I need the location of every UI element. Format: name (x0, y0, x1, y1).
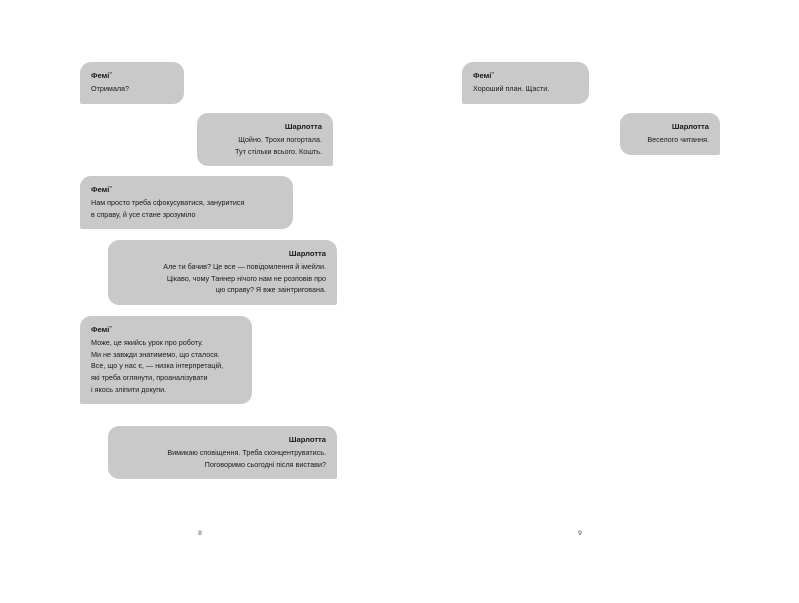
message-bubble (108, 426, 337, 479)
message-body (91, 197, 282, 220)
message-bubble (620, 113, 720, 155)
page-number: 9 (578, 530, 582, 537)
message-sender: Феміˇ (91, 71, 112, 80)
message-bubble (462, 62, 589, 104)
message-body (119, 447, 326, 470)
message-line: Вимикаю сповіщення. Треба сконцентруватись. (167, 448, 326, 457)
message-line: Отримала? (91, 84, 130, 93)
message-sender: Феміˇ (91, 325, 112, 334)
message-line: цю справу? Я вже заінтригована. (215, 285, 326, 295)
message-line: Нам просто треба сфокусуватися, зануритися (91, 198, 245, 207)
message-sender: Шарлотта (288, 435, 326, 444)
message-line: Може, це якийсь урок про роботу. (91, 338, 203, 347)
message-bubble (197, 113, 333, 166)
message-sender: Феміˇ (473, 71, 494, 80)
message-bubble (80, 176, 293, 229)
message-line: які треба оглянути, проаналізувати (91, 372, 208, 382)
message-body (208, 134, 322, 157)
message-body (119, 261, 326, 296)
message-bubble (80, 316, 252, 404)
message-body (473, 83, 578, 95)
message-sender: Феміˇ (91, 185, 112, 194)
message-line: в справу, й усе стане зрозуміло (91, 209, 196, 219)
message-sender: Шарлотта (671, 122, 709, 131)
message-line: Щойно. Трохи погортала. (238, 135, 322, 144)
message-line: Тут стільки всього. Кошть. (235, 146, 322, 156)
message-bubble (108, 240, 337, 305)
message-body (91, 83, 173, 95)
message-line: Цікаво, чому Таннер нічого нам не розповів про (166, 273, 326, 283)
message-line: Поговоримо сьогодні після вистави? (204, 459, 326, 469)
page-right (399, 0, 799, 603)
message-body (631, 134, 709, 146)
page-number: 8 (198, 530, 202, 537)
message-line: Ми не завжди знатимемо, що сталося. (91, 349, 220, 359)
message-line: Хороший план. Щасти. (473, 84, 550, 93)
message-line: і якось зліпити докупи. (91, 384, 167, 394)
message-body (91, 337, 241, 395)
message-bubble (80, 62, 184, 104)
message-sender: Шарлотта (288, 249, 326, 258)
message-sender: Шарлотта (284, 122, 322, 131)
message-line: Все, що у нас є, — низка інтерпретацій, (91, 361, 224, 371)
message-line: Але ти бачив? Це все — повідомлення й імейли. (163, 262, 326, 271)
message-line: Веселого читання. (647, 135, 709, 144)
page-left (0, 0, 399, 603)
